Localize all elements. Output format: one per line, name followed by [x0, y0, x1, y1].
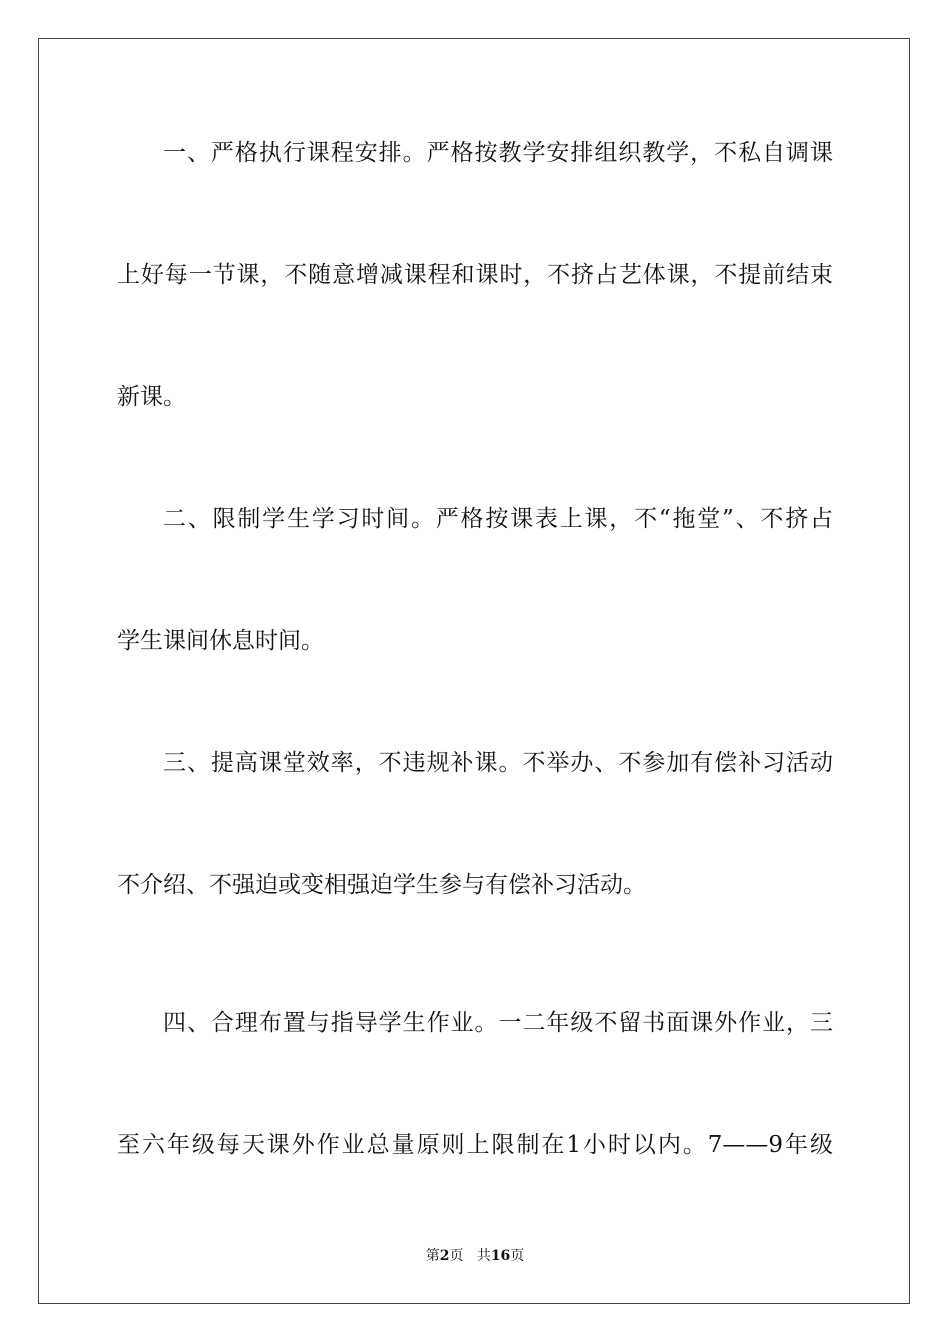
footer-total-pages: 16	[490, 1248, 511, 1264]
footer-total-prefix: 共	[476, 1248, 491, 1264]
paragraph-1-line-1: 一、严格执行课程安排。严格按教学安排组织教学，不私自调课	[163, 140, 833, 166]
paragraph-3-line-1: 三、提高课堂效率，不违规补课。不举办、不参加有偿补习活动	[163, 750, 833, 776]
paragraph-3-line-2: 不介绍、不强迫或变相强迫学生参与有偿补习活动。	[117, 872, 646, 898]
footer-page-unit: 页	[449, 1248, 464, 1264]
paragraph-1-line-2: 上好每一节课，不随意增减课程和课时，不挤占艺体课，不提前结束	[117, 262, 833, 288]
paragraph-4-line-2: 至六年级每天课外作业总量原则上限制在1小时以内。7——9年级	[117, 1132, 833, 1158]
page-border	[38, 38, 910, 1304]
page-footer	[0, 1246, 950, 1266]
footer-page-number: 2	[439, 1248, 450, 1264]
paragraph-1-line-3: 新课。	[117, 384, 186, 410]
paragraph-2-line-1: 二、限制学生学习时间。严格按课表上课，不“拖堂”、不挤占	[163, 506, 833, 532]
footer-prefix: 第	[425, 1248, 440, 1264]
footer-total-unit: 页	[510, 1248, 525, 1264]
paragraph-4-line-1: 四、合理布置与指导学生作业。一二年级不留书面课外作业，三	[163, 1010, 833, 1036]
paragraph-2-line-2: 学生课间休息时间。	[117, 628, 324, 654]
